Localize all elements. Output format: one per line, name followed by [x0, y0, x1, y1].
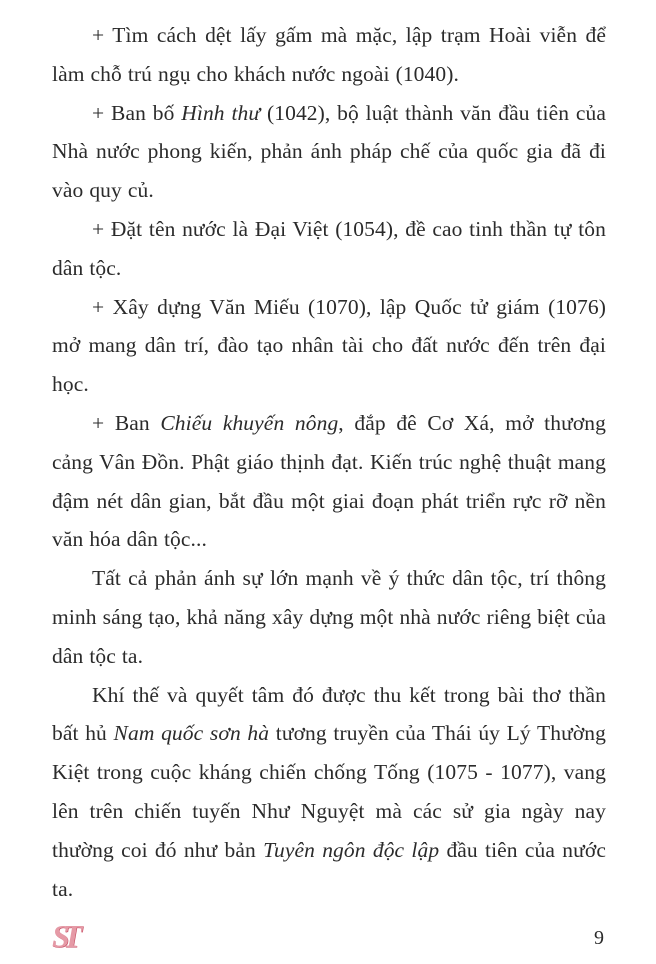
- page-text: [52, 16, 606, 912]
- text-segment: + Ban bố: [92, 100, 182, 125]
- paragraph: [52, 288, 606, 404]
- publisher-logo-text: ST: [52, 918, 76, 954]
- paragraph: [52, 559, 606, 675]
- text-segment: tương truyền của Thái úy Lý Thường Kiệt trong cuộc kháng chiến chống Tống (1075 - 1077), vang lên trên chiến tuyến Như Nguyệt mà các sử gia ngày nay thường coi đó như bản: [52, 721, 606, 862]
- paragraph: [52, 676, 606, 909]
- paragraph: [52, 16, 606, 94]
- text-segment: + Đặt tên nước là Đại Việt (1054), đề cao tinh thần tự tôn dân tộc.: [52, 216, 606, 280]
- italic-text-segment: Nam quốc sơn hà: [113, 721, 270, 746]
- italic-text-segment: Hình thư: [181, 100, 261, 125]
- paragraph: [52, 210, 606, 288]
- text-segment: + Ban: [92, 410, 161, 435]
- page-number: 9: [594, 927, 604, 949]
- text-segment: + Tìm cách dệt lấy gấm mà mặc, lập trạm Hoài viễn để làm chỗ trú ngụ cho khách nước ngoài (1040).: [52, 23, 606, 86]
- text-segment: đầu tiên của nước ta.: [52, 837, 606, 901]
- text-segment: Tất cả phản ánh sự lớn mạnh về ý thức dân tộc, trí thông minh sáng tạo, khả năng xây dựng một nhà nước riêng biệt của dân tộc ta.: [52, 566, 606, 668]
- paragraph: [52, 404, 606, 559]
- text-segment: , đắp đê Cơ Xá, mở thương cảng Vân Đồn. Phật giáo thịnh đạt. Kiến trúc nghệ thuật mang đậm nét dân gian, bắt đầu một giai đoạn phát triển rực rỡ nền văn hóa dân tộc...: [52, 410, 606, 552]
- paragraph: [52, 94, 606, 210]
- publisher-logo: [52, 920, 75, 952]
- text-segment: Khí thế và quyết tâm đó được thu kết trong bài thơ thần bất hủ: [52, 682, 606, 746]
- text-segment: (1042), bộ luật thành văn đầu tiên của Nhà nước phong kiến, phản ánh pháp chế của quốc gia đã đi vào quy củ.: [52, 100, 607, 203]
- page-footer: [52, 912, 606, 964]
- italic-text-segment: Chiếu khuyến nông: [160, 410, 339, 435]
- italic-text-segment: Tuyên ngôn độc lập: [263, 837, 440, 862]
- text-segment: + Xây dựng Văn Miếu (1070), lập Quốc tử giám (1076) mở mang dân trí, đào tạo nhân tài cho đất nước đến trên đại học.: [52, 294, 606, 397]
